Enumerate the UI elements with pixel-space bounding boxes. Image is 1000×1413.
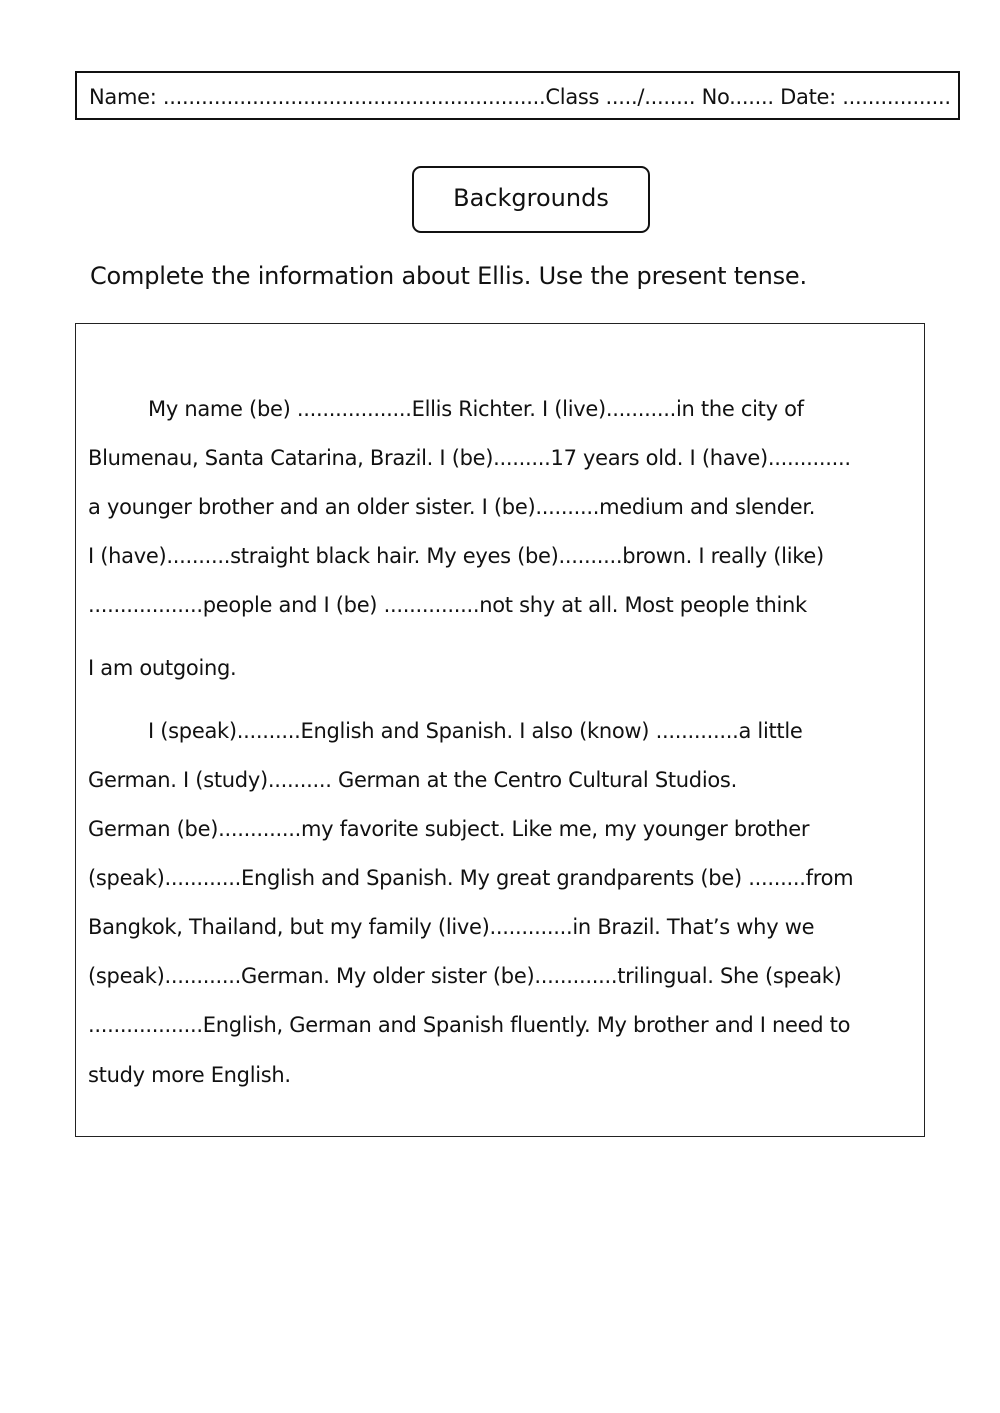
student-info-header: Name: ............................................................Class ...../........ No....... Date: ................. <box>75 71 960 120</box>
paragraph-2-line: Bangkok, Thailand, but my family (live).............in Brazil. That’s why we <box>88 915 815 939</box>
paragraph-2-line: I (speak)..........English and Spanish. I also (know) .............a little <box>148 719 803 743</box>
paragraph-2-line: German (be).............my favorite subject. Like me, my younger brother <box>88 817 810 841</box>
paragraph-1-line: a younger brother and an older sister. I (be)..........medium and slender. <box>88 495 816 519</box>
paragraph-2-line: German. I (study).......... German at the Centro Cultural Studios. <box>88 768 737 792</box>
worksheet-title: Backgrounds <box>412 166 650 233</box>
paragraph-2-line: study more English. <box>88 1063 291 1087</box>
instruction-text: Complete the information about Ellis. Use the present tense. <box>90 262 807 290</box>
paragraph-1-line: Blumenau, Santa Catarina, Brazil. I (be).........17 years old. I (have)............. <box>88 446 851 470</box>
paragraph-2-line: (speak)............English and Spanish. My great grandparents (be) .........from <box>88 866 854 890</box>
paragraph-1-line: ..................people and I (be) ...............not shy at all. Most people think <box>88 593 807 617</box>
paragraph-1-line: My name (be) ..................Ellis Richter. I (live)...........in the city of <box>148 397 804 421</box>
paragraph-2-line: ..................English, German and Spanish fluently. My brother and I need to <box>88 1013 851 1037</box>
paragraph-2-line: (speak)............German. My older sister (be).............trilingual. She (speak) <box>88 964 842 988</box>
paragraph-1-line: I am outgoing. <box>88 656 237 680</box>
paragraph-1-line: I (have)..........straight black hair. My eyes (be)..........brown. I really (like) <box>88 544 824 568</box>
